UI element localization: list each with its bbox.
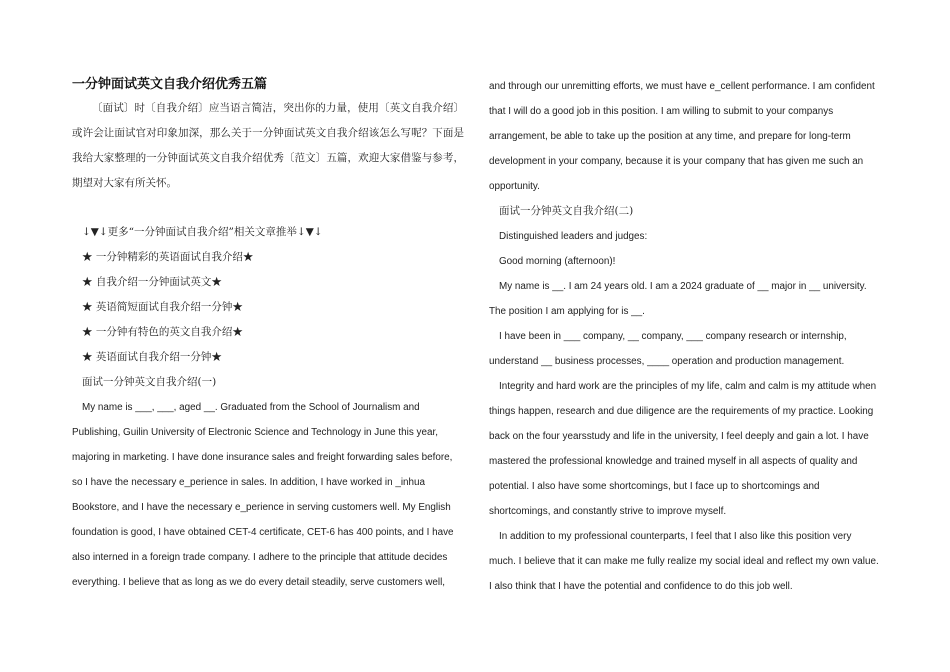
section2-paragraph-2: I have been in ___ company, __ company, ___ company research or internship, understand __ business processes, ____ operation and production management.	[489, 331, 847, 367]
section1-body: My name is ___, ___, aged __. Graduated from the School of Journalism and Publishing, Guilin University of Electronic Science and Technology in June this year, majoring in marketing. I have done insurance sales and freight forwarding sales before, so I have the necessary e_perience in sales. In addition, I have worked in _inhua Bookstore, and I have the necessary e_perience in serving customers well. My English foundation is good, I have obtained CET-4 certificate, CET-6 has 400 points, and I have also interned in a foreign trade company. I adhere to the principle that attitude decides everything. I believe that as long as we do every detail steadily, serve customers well,	[72, 402, 454, 588]
recommend-header: ↓▼↓更多“一分钟面试自我介绍”相关文章推举↓▼↓	[82, 226, 323, 238]
section2-paragraph-4: In addition to my professional counterparts, I feel that I also like this position very much. I believe that it can make me fully realize my social ideal and reflect my own value. I also think that I have the potential and confidence to do this job well.	[489, 531, 879, 592]
left-column	[72, 74, 464, 595]
section2-heading: 面试一分钟英文自我介绍(二)	[499, 205, 634, 217]
recommend-item-1[interactable]: ★ 一分钟精彩的英语面试自我介绍★	[82, 251, 254, 263]
recommend-item-2[interactable]: ★ 自我介绍一分钟面试英文★	[82, 276, 222, 288]
spacer	[72, 196, 464, 220]
document-title: 一分钟面试英文自我介绍优秀五篇	[72, 77, 268, 92]
section1-body-continued: and through our unremitting efforts, we must have e_cellent performance. I am confident that I will do a good job in this position. I am willing to submit to your companys arrangement, be able to take up the position at any time, and prepare for long-term development in your company, because it is your company that has given me such an opportunity.	[489, 81, 875, 192]
section2-paragraph-3: Integrity and hard work are the principles of my life, calm and calm is my attitude when things happen, research and due diligence are the requirements of my practice. Looking back on the four yearsstudy and life in the university, I feel deeply and gain a lot. I have mastered the professional knowledge and trained myself in all aspects of quality and potential. I also have some shortcomings, but I face up to shortcomings and shortcomings, and constantly strive to improve myself.	[489, 381, 877, 517]
recommend-item-5[interactable]: ★ 英语面试自我介绍一分钟★	[82, 351, 222, 363]
recommend-item-4[interactable]: ★ 一分钟有特色的英文自我介绍★	[82, 326, 243, 338]
section2-greeting-1: Distinguished leaders and judges:	[499, 231, 648, 242]
intro-paragraph: 〔面试〕时〔自我介绍〕应当语言简洁，突出你的力量，使用〔英文自我介绍〕或许会让面试官对印象加深，那么关于一分钟面试英文自我介绍该怎么写呢？下面是我给大家整理的一分钟面试英文自我介绍优秀〔范文〕五篇，欢迎大家借鉴与参考，期望对大家有所关怀。	[72, 102, 464, 189]
recommend-item-3[interactable]: ★ 英语简短面试自我介绍一分钟★	[82, 301, 243, 313]
section1-heading: 面试一分钟英文自我介绍(一)	[82, 376, 217, 388]
section2-greeting-2: Good morning (afternoon)!	[499, 256, 616, 267]
section2-paragraph-1: My name is __. I am 24 years old. I am a 2024 graduate of __ major in __ university. The position I am applying for is __.	[489, 281, 867, 317]
right-column	[489, 74, 881, 599]
